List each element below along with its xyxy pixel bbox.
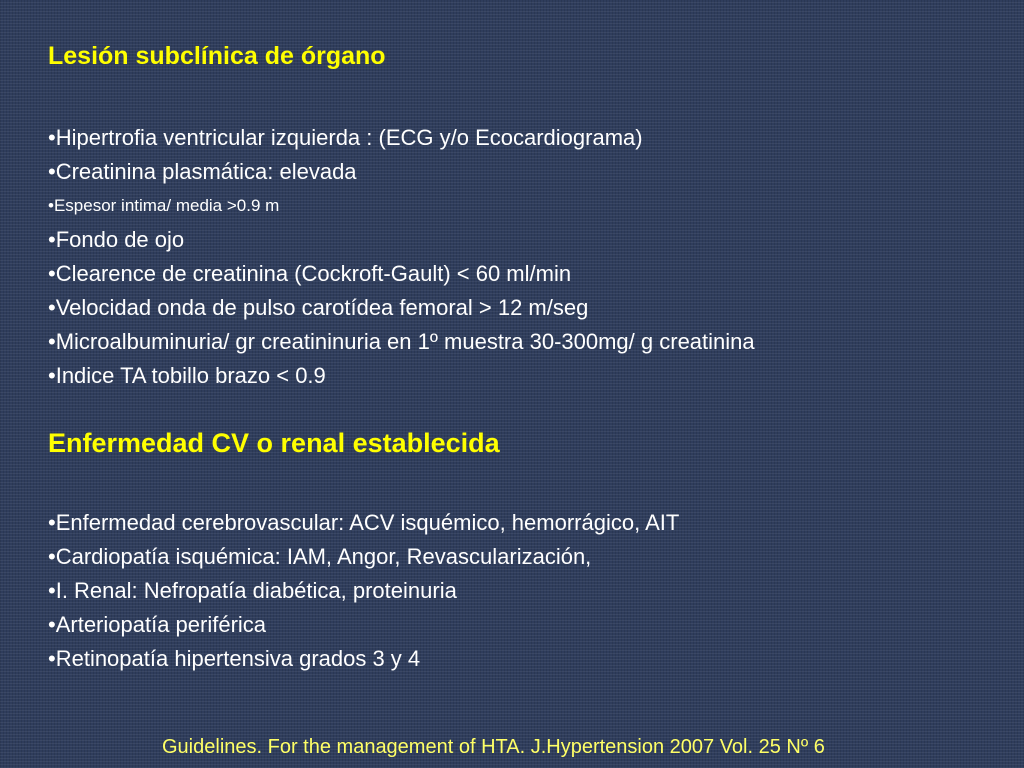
list-item: •Velocidad onda de pulso carotídea femoral > 12 m/seg <box>48 295 589 320</box>
list-item: •Fondo de ojo <box>48 227 185 252</box>
list-item: •Cardiopatía isquémica: IAM, Angor, Revascularización, <box>48 544 592 569</box>
list-item: •Indice TA tobillo brazo < 0.9 <box>48 363 326 388</box>
section-heading-established-disease: Enfermedad CV o renal establecida <box>48 428 500 458</box>
list-item: •Hipertrofia ventricular izquierda : (ECG y/o Ecocardiograma) <box>48 125 643 150</box>
subclinical-organ-damage-list <box>48 121 755 393</box>
list-item: •Arteriopatía periférica <box>48 612 267 637</box>
list-item: •Espesor intima/ media >0.9 m <box>48 196 280 215</box>
section-heading-subclinical-organ-damage: Lesión subclínica de órgano <box>48 42 386 70</box>
list-item: •Retinopatía hipertensiva grados 3 y 4 <box>48 646 421 671</box>
list-item: •Creatinina plasmática: elevada <box>48 159 357 184</box>
established-disease-list <box>48 506 679 676</box>
list-item: •Microalbuminuria/ gr creatininuria en 1º muestra 30-300mg/ g creatinina <box>48 329 755 354</box>
list-item: •Clearence de creatinina (Cockroft-Gault) < 60 ml/min <box>48 261 572 286</box>
list-item: •I. Renal: Nefropatía diabética, proteinuria <box>48 578 457 603</box>
list-item: •Enfermedad cerebrovascular: ACV isquémico, hemorrágico, AIT <box>48 510 680 535</box>
footer-citation: Guidelines. For the management of HTA. J.Hypertension 2007 Vol. 25 Nº 6 <box>162 736 825 758</box>
